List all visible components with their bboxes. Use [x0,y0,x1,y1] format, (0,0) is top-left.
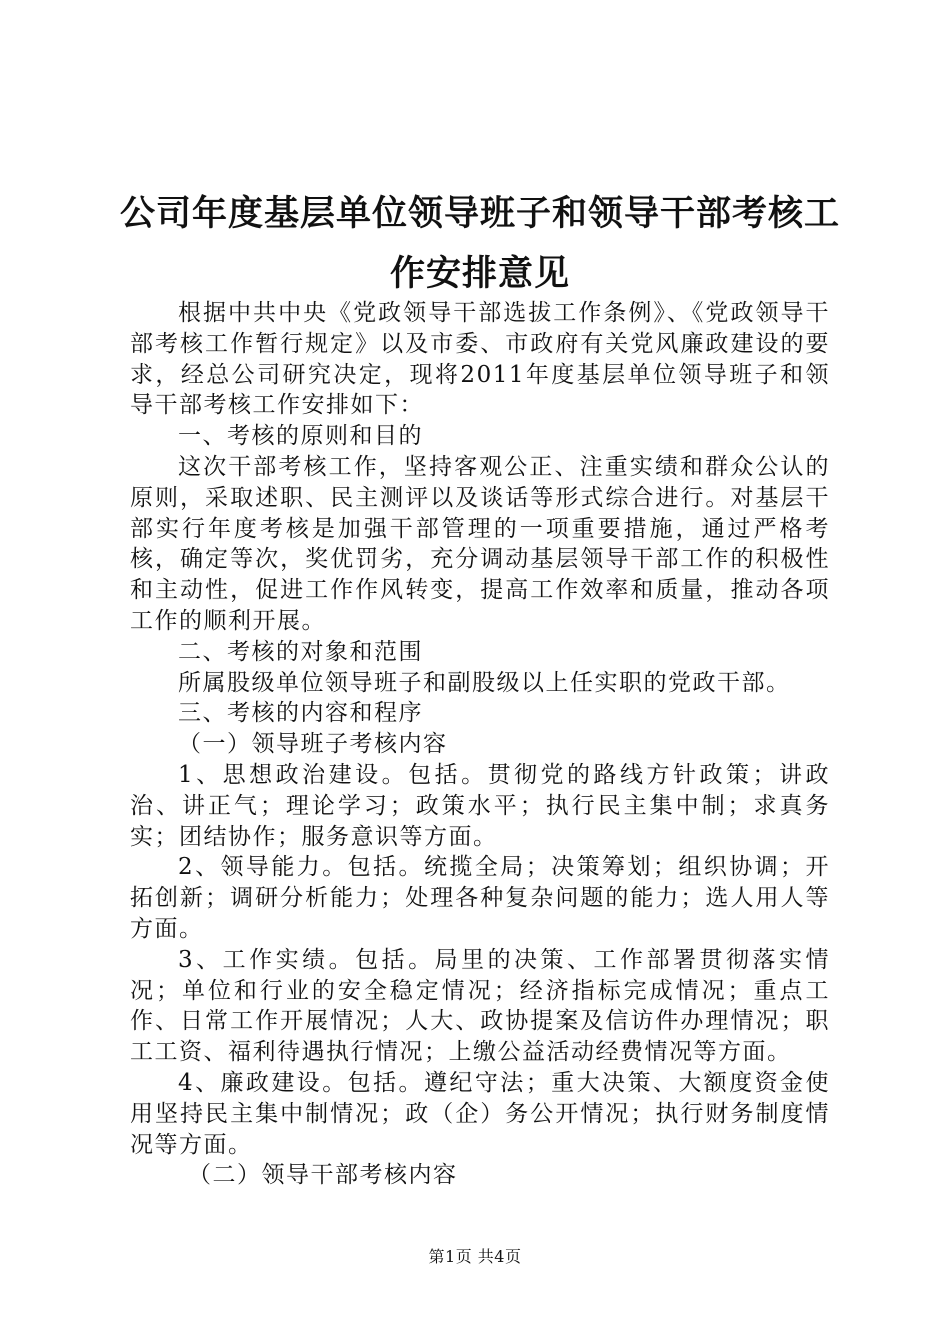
page-footer: 第1页 共4页 [428,1247,522,1266]
item-paragraph-1: 1、思想政治建设。包括。贯彻党的路线方针政策；讲政治、讲正气；理论学习；政策水平；执行民主集中制；求真务实；团结协作；服务意识等方面。 [130,761,830,850]
section-1-paragraph: 这次干部考核工作，坚持客观公正、注重实绩和群众公认的原则，采取述职、民主测评以及谈话等形式综合进行。对基层干部实行年度考核是加强干部管理的一项重要措施，通过严格考核，确定等次，奖优罚劣，充分调动基层领导干部工作的积极性和主动性，促进工作作风转变，提高工作效率和质量，推动各项工作的顺利开展。 [130,453,830,634]
section-2-paragraph: 所属股级单位领导班子和副股级以上任实职的党政干部。 [178,669,791,696]
item-paragraph-4: 4、廉政建设。包括。遵纪守法；重大决策、大额度资金使用坚持民主集中制情况；政（企）务公开情况；执行财务制度情况等方面。 [130,1069,830,1158]
subsection-heading-2: （二）领导干部考核内容 [188,1162,458,1189]
document-title-line-2: 作安排意见 [389,253,570,294]
section-heading-1: 一、考核的原则和目的 [178,423,423,450]
intro-paragraph: 根据中共中央《党政领导干部选拔工作条例》、《党政领导干部考核工作暂行规定》以及市委、市政府有关党风廉政建设的要求，经总公司研究决定，现将2011年度基层单位领导班子和领导干部考核工作安排如下： [130,300,830,419]
item-paragraph-2: 2、领导能力。包括。统揽全局；决策筹划；组织协调；开拓创新；调研分析能力；处理各种复杂问题的能力；选人用人等方面。 [130,854,830,942]
section-heading-2: 二、考核的对象和范围 [178,638,423,665]
document-title-line-1: 公司年度基层单位领导班子和领导干部考核工 [120,193,841,234]
item-paragraph-3: 3、工作实绩。包括。局里的决策、工作部署贯彻落实情况；单位和行业的安全稳定情况；经济指标完成情况；重点工作、日常工作开展情况；人大、政协提案及信访件办理情况；职工工资、福利待遇执行情况；上缴公益活动经费情况等方面。 [130,946,830,1066]
document-body [130,298,830,1191]
section-heading-3: 三、考核的内容和程序 [178,700,423,727]
subsection-heading-1: （一）领导班子考核内容 [178,731,448,758]
